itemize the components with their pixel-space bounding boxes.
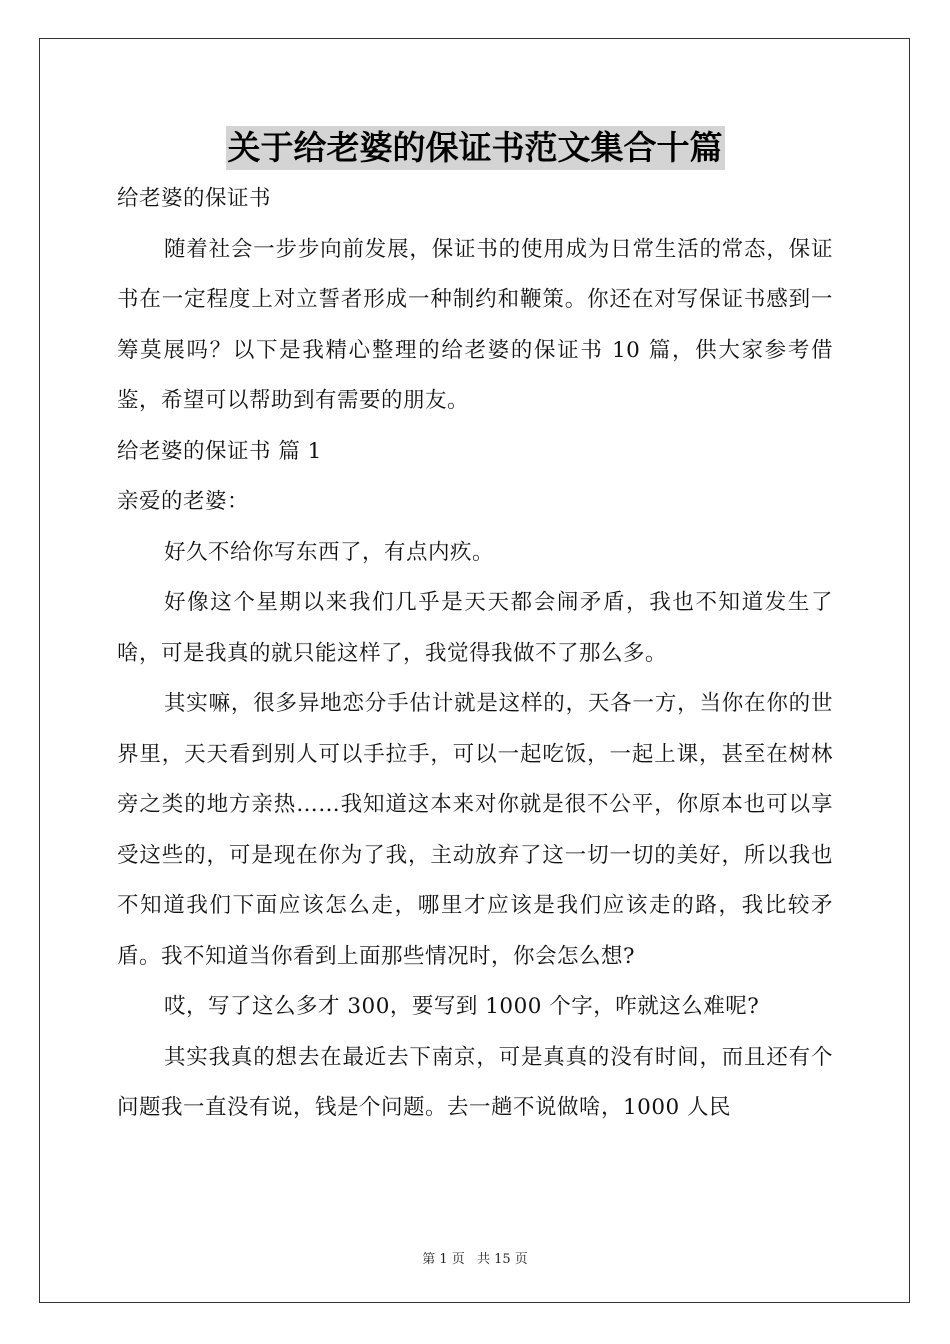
paragraph: 好像这个星期以来我们几乎是天天都会闹矛盾，我也不知道发生了啥，可是我真的就只能这样了，我觉得我做不了那么多。 bbox=[117, 590, 833, 666]
page-footer bbox=[0, 1248, 950, 1267]
paragraph: 其实嘛，很多异地恋分手估计就是这样的，天各一方，当你在你的世界里，天天看到别人可以手拉手，可以一起吃饭，一起上课，甚至在树林旁之类的地方亲热……我知道这本来对你就是很不公平，你原本也可以享受这些的，可是现在你为了我，主动放弃了这一切一切的美好，所以我也不知道我们下面应该怎么走，哪里才应该是我们应该走的路，我比较矛盾。我不知道当你看到上面那些情况时，你会怎么想? bbox=[117, 691, 833, 969]
paragraph: 给老婆的保证书 bbox=[117, 186, 272, 211]
section-heading: 给老婆的保证书 篇 1 bbox=[117, 438, 322, 464]
document-body bbox=[117, 174, 833, 1134]
paragraph: 随着社会一步步向前发展，保证书的使用成为日常生活的常态，保证书在一定程度上对立誓者形成一种制约和鞭策。你还在对写保证书感到一筹莫展吗？以下是我精心整理的给老婆的保证书 10 篇，供大家参考借鉴，希望可以帮助到有需要的朋友。 bbox=[117, 236, 833, 413]
page-number: 第 1 页 bbox=[422, 1252, 465, 1267]
paragraph: 好久不给你写东西了，有点内疚。 bbox=[164, 539, 495, 565]
paragraph: 其实我真的想去在最近去下南京，可是真真的没有时间，而且还有个问题我一直没有说，钱是个问题。去一趟不说做啥，1000 人民 bbox=[117, 1044, 833, 1120]
title-wrap bbox=[0, 126, 950, 170]
page-total: 共 15 页 bbox=[476, 1252, 528, 1267]
paragraph: 哎，写了这么多才 300，要写到 1000 个字，咋就这么难呢? bbox=[164, 994, 760, 1019]
document-title: 关于给老婆的保证书范文集合十篇 bbox=[226, 126, 725, 170]
salutation: 亲爱的老婆： bbox=[117, 489, 250, 514]
